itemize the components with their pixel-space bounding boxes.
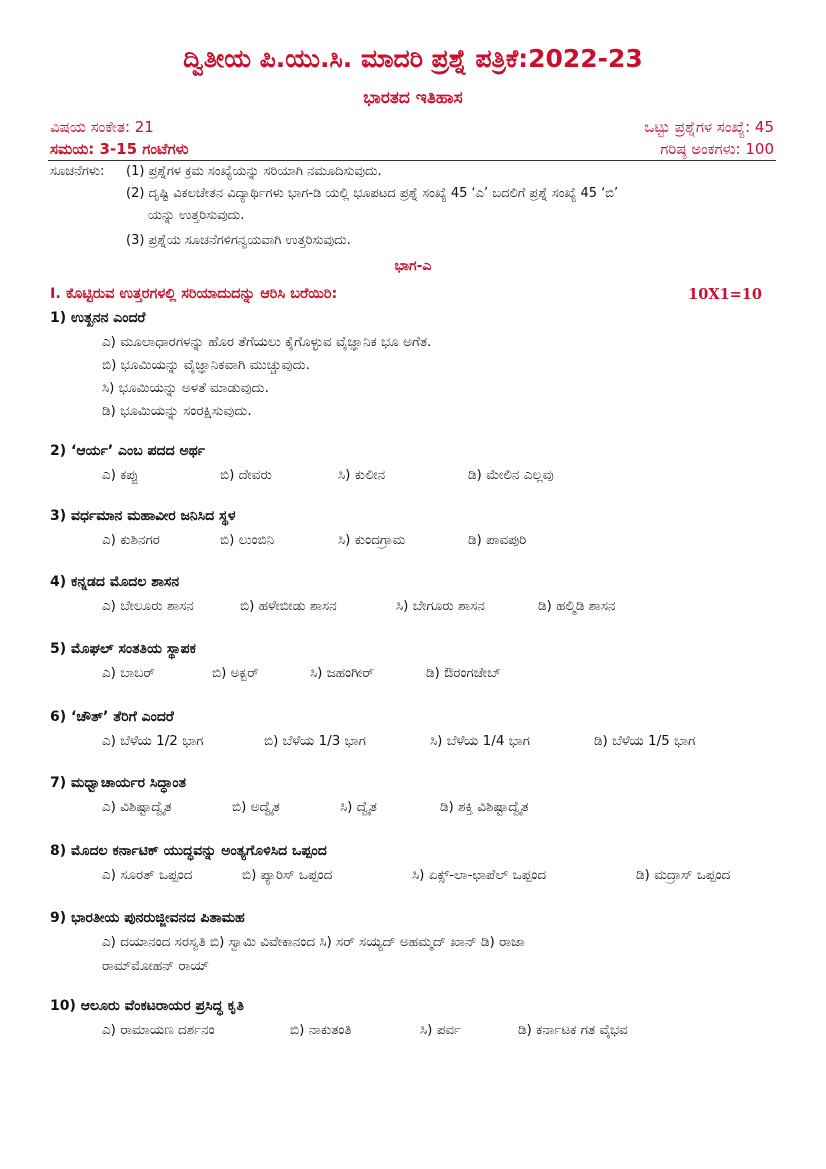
section-heading: I. ಕೊಟ್ಟಿರುವ ಉತ್ತರಗಳಲ್ಲಿ ಸರಿಯಾದುದನ್ನು ಆರಿಸಿ ಬರೆಯಿರಿ:	[50, 286, 338, 302]
q6-option-c: ಸಿ) ಬೆಳೆಯ 1/4 ಭಾಗ	[430, 733, 530, 749]
subject-title: ಭಾರತದ ಇತಿಹಾಸ	[363, 88, 463, 108]
q10-option-b: ಬಿ) ನಾಕುತಂತಿ	[290, 1022, 352, 1038]
q8-option-d: ಡಿ) ಮದ್ರಾಸ್ ಒಪ್ಪಂದ	[636, 867, 731, 883]
q8-option-c: ಸಿ) ಏಕ್ಸ್-ಲಾ-ಛಾಪೆಲ್ ಒಪ್ಪಂದ	[412, 867, 547, 883]
q7-option-a: ಎ) ವಿಶಿಷ್ಟಾದ್ವೈತ	[102, 799, 172, 815]
header-rule	[48, 160, 776, 161]
instructions-label: ಸೂಚನೆಗಳು:	[50, 164, 105, 179]
q7-option-b: ಬಿ) ಅದ್ವೈತ	[232, 799, 280, 815]
q10-option-d: ಡಿ) ಕರ್ನಾಟಕ ಗತ ವೈಭವ	[518, 1022, 628, 1038]
q5-option-a: ಎ) ಬಾಬರ್	[102, 665, 155, 681]
q8-option-b: ಬಿ) ಪ್ಯಾರಿಸ್ ಒಪ್ಪಂದ	[242, 867, 333, 883]
q1-option-b: ಬಿ) ಭೂಮಿಯನ್ನು ವೈಜ್ಞಾನಿಕವಾಗಿ ಮುಚ್ಚುವುದು.	[102, 357, 310, 373]
q1-option-a: ಎ) ಮೂಲಾಧಾರಗಳನ್ನು ಹೊರ ತೆಗೆಯಲು ಕೈಗೊಳ್ಳುವ ವೈಜ್ಞಾನಿಕ ಭೂ ಅಗೆತ.	[102, 334, 432, 350]
q5-option-d: ಡಿ) ಔರಂಗಜೇಬ್	[426, 665, 501, 681]
q5-option-c: ಸಿ) ಜಹಂಗೀರ್	[310, 665, 374, 681]
instruction-3: (3) ಪ್ರಶ್ನೆಯ ಸೂಚನೆಗಳಿಗನ್ವಯವಾಗಿ ಉತ್ತರಿಸುವುದು.	[126, 233, 351, 248]
q4-option-a: ಎ) ಬೇಲೂರು ಶಾಸನ	[102, 598, 194, 614]
question-5: 5) ಮೊಘಲ್ ಸಂತತಿಯ ಸ್ಥಾಪಕ	[50, 641, 196, 657]
question-4: 4) ಕನ್ನಡದ ಮೊದಲ ಶಾಸನ	[50, 574, 180, 590]
q10-option-c: ಸಿ) ಪರ್ವ	[420, 1022, 462, 1038]
q2-option-d: ಡಿ) ಮೇಲಿನ ಎಲ್ಲವು	[468, 467, 554, 483]
subject-code: ವಿಷಯ ಸಂಕೇತ: 21	[50, 118, 154, 136]
q3-option-b: ಬಿ) ಲುಂಬಿನಿ	[220, 532, 275, 548]
q2-option-c: ಸಿ) ಕುಲೀನ	[338, 467, 386, 483]
question-8: 8) ಮೊದಲ ಕರ್ನಾಟಿಕ್ ಯುದ್ಧವನ್ನು ಅಂತ್ಯಗೊಳಿಸಿದ ಒಪ್ಪಂದ	[50, 843, 327, 859]
q6-option-d: ಡಿ) ಬೆಳೆಯ 1/5 ಭಾಗ	[594, 733, 696, 749]
question-9: 9) ಭಾರತೀಯ ಪುನರುಜ್ಜೀವನದ ಪಿತಾಮಹ	[50, 910, 245, 926]
q5-option-b: ಬಿ) ಅಕ್ಬರ್	[212, 665, 259, 681]
q6-option-b: ಬಿ) ಬೆಳೆಯ 1/3 ಭಾಗ	[264, 733, 366, 749]
q4-option-d: ಡಿ) ಹಲ್ಮಿಡಿ ಶಾಸನ	[538, 598, 616, 614]
q4-option-c: ಸಿ) ಬೇಗೂರು ಶಾಸನ	[396, 598, 485, 614]
total-questions: ಒಟ್ಟು ಪ್ರಶ್ನೆಗಳ ಸಂಖ್ಯೆ: 45	[644, 118, 774, 136]
question-1: 1) ಉತ್ಖನನ ಎಂದರೆ	[50, 310, 146, 326]
q3-option-a: ಎ) ಕುಶಿನಗರ	[102, 532, 160, 548]
q9-options-line2: ರಾಮ್‌ಮೋಹನ್ ರಾಯ್	[102, 958, 210, 974]
question-10: 10) ಆಲೂರು ವೆಂಕಟರಾಯರ ಪ್ರಸಿದ್ಧ ಕೃತಿ	[50, 998, 244, 1014]
q7-option-c: ಸಿ) ದ್ವೈತ	[340, 799, 377, 815]
q2-option-b: ಬಿ) ದೇವರು	[220, 467, 272, 483]
q1-option-d: ಡಿ) ಭೂಮಿಯನ್ನು ಸಂರಕ್ಷಿಸುವುದು.	[102, 403, 252, 419]
section-marks: 10X1=10	[688, 286, 762, 303]
instruction-2: (2) ದೃಷ್ಟಿ ವಿಕಲಚೇತನ ವಿದ್ಯಾರ್ಥಿಗಳು ಭಾಗ-ಡಿ ಯಲ್ಲಿ ಭೂಪಟದ ಪ್ರಶ್ನೆ ಸಂಖ್ಯೆ 45 ‘ಎ’ ಬದಲಿಗೆ ಪ್ರಶ್ನೆ ಸಂಖ್ಯೆ 45 ‘ಬಿ’	[126, 186, 619, 201]
question-2: 2) ‘ಆರ್ಯ’ ಎಂಬ ಪದದ ಅರ್ಥ	[50, 443, 206, 459]
time-allowed: ಸಮಯ: 3-15 ಗಂಟೆಗಳು	[50, 140, 189, 158]
instruction-1: (1) ಪ್ರಶ್ನೆಗಳ ಕ್ರಮ ಸಂಖ್ಯೆಯನ್ನು ಸರಿಯಾಗಿ ನಮೂದಿಸುವುದು.	[126, 164, 382, 179]
paper-title: ದ್ವಿತೀಯ ಪಿ.ಯು.ಸಿ. ಮಾದರಿ ಪ್ರಶ್ನೆ ಪತ್ರಿಕೆ:2022-23	[183, 44, 643, 73]
q6-option-a: ಎ) ಬೆಳೆಯ 1/2 ಭಾಗ	[102, 733, 204, 749]
max-marks: ಗರಿಷ್ಠ ಅಂಕಗಳು: 100	[660, 140, 774, 158]
question-7: 7) ಮಧ್ವಾಚಾರ್ಯರ ಸಿದ್ಧಾಂತ	[50, 775, 187, 791]
q10-option-a: ಎ) ರಾಮಾಯಣ ದರ್ಶನಂ	[102, 1022, 215, 1038]
q3-option-d: ಡಿ) ಪಾವಪುರಿ	[468, 532, 527, 548]
q2-option-a: ಎ) ಕಪ್ಪು	[102, 467, 139, 483]
section-title: ಭಾಗ-ಎ	[394, 258, 432, 274]
q9-options-line1: ಎ) ದಯಾನಂದ ಸರಸ್ವತಿ ಬಿ) ಸ್ವಾಮಿ ವಿವೇಕಾನಂದ ಸಿ) ಸರ್ ಸಯ್ಯದ್ ಅಹಮ್ಮದ್ ಖಾನ್ ಡಿ) ರಾಜಾ	[102, 934, 525, 950]
q1-option-c: ಸಿ) ಭೂಮಿಯನ್ನು ಅಳತೆ ಮಾಡುವುದು.	[102, 380, 269, 396]
question-3: 3) ವರ್ಧಮಾನ ಮಹಾವೀರ ಜನಿಸಿದ ಸ್ಥಳ	[50, 508, 236, 524]
q8-option-a: ಎ) ಸೂರತ್ ಒಪ್ಪಂದ	[102, 867, 193, 883]
q4-option-b: ಬಿ) ಹಳೇಬೀಡು ಶಾಸನ	[240, 598, 337, 614]
question-6: 6) ‘ಚೌತ್’ ತೆರಿಗೆ ಎಂದರೆ	[50, 709, 174, 725]
q3-option-c: ಸಿ) ಕುಂದಗ್ರಾಮ	[338, 532, 406, 548]
q7-option-d: ಡಿ) ಶಕ್ತಿ ವಿಶಿಷ್ಟಾದ್ವೈತ	[440, 799, 529, 815]
instruction-2-cont: ಯನ್ನು ಉತ್ತರಿಸುವುದು.	[148, 208, 245, 223]
